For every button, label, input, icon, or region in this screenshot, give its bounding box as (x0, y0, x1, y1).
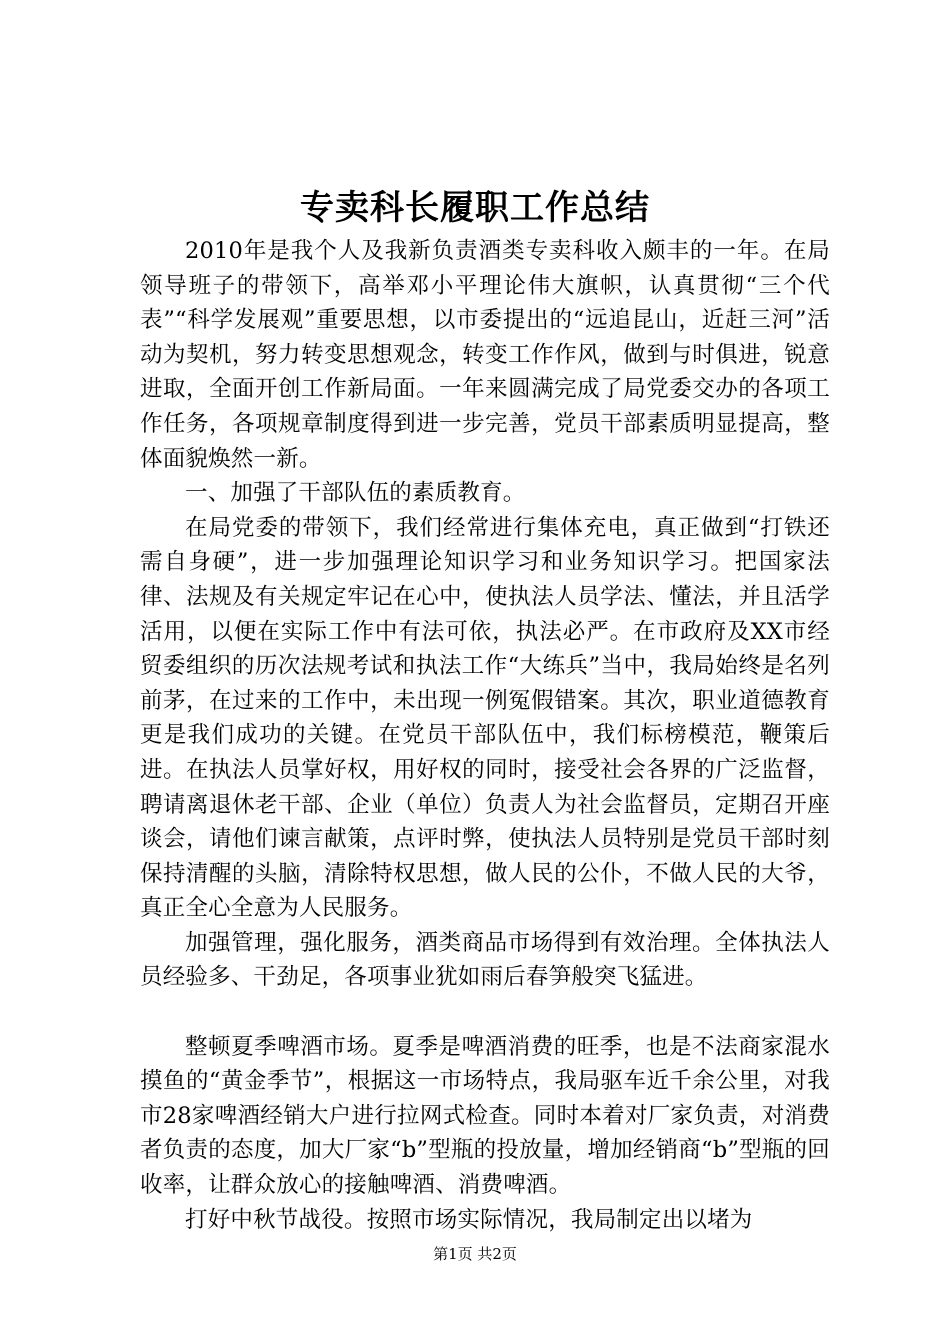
paragraph-summer-beer: 整顿夏季啤酒市场。夏季是啤酒消费的旺季，也是不法商家混水摸鱼的“黄金季节”，根据这一市场特点，我局驱车近千余公里，对我市28家啤酒经销大户进行拉网式检查。同时本着对厂家负责，对消费者负责的态度，加大厂家“b”型瓶的投放量，增加经销商“b”型瓶的回收率，让群众放心的接触啤酒、消费啤酒。 (140, 1033, 830, 1199)
document-title: 专卖科长履职工作总结 (300, 188, 650, 228)
paragraph-market-management: 加强管理，强化服务，酒类商品市场得到有效治理。全体执法人员经验多、干劲足，各项事业犹如雨后春笋般突飞猛进。 (140, 929, 830, 991)
paragraph-mid-autumn: 打好中秋节战役。按照市场实际情况，我局制定出以堵为 (185, 1206, 753, 1233)
document-body (140, 234, 830, 1237)
paragraph-cadre-education: 在局党委的带领下，我们经常进行集体充电，真正做到“打铁还需自身硬”，进一步加强理论知识学习和业务知识学习。把国家法律、法规及有关规定牢记在心中，使执法人员学法、懂法，并且活学活用，以便在实际工作中有法可依，执法必严。在市政府及XX市经贸委组织的历次法规考试和执法工作“大练兵”当中，我局始终是名列前茅，在过来的工作中，未出现一例冤假错案。其次，职业道德教育更是我们成功的关键。在党员干部队伍中，我们标榜模范，鞭策后进。在执法人员掌好权，用好权的同时，接受社会各界的广泛监督，聘请离退休老干部、企业（单位）负责人为社会监督员，定期召开座谈会，请他们谏言献策，点评时弊，使执法人员特别是党员干部时刻保持清醒的头脑，清除特权思想，做人民的公仆，不做人民的大爷，真正全心全意为人民服务。 (140, 514, 830, 922)
section-heading-1: 一、加强了干部队伍的素质教育。 (185, 480, 526, 507)
paragraph-spacer (140, 995, 830, 1030)
paragraph-intro: 2010年是我个人及我新负责酒类专卖科收入颇丰的一年。在局领导班子的带领下，高举邓小平理论伟大旗帜，认真贯彻“三个代表”“科学发展观”重要思想，以市委提出的“远追昆山，近赶三河”活动为契机，努力转变思想观念，转变工作作风，做到与时俱进，锐意进取，全面开创工作新局面。一年来圆满完成了局党委交办的各项工作任务，各项规章制度得到进一步完善，党员干部素质明显提高，整体面貌焕然一新。 (140, 238, 830, 472)
page-footer: 第1页 共2页 (433, 1245, 517, 1263)
